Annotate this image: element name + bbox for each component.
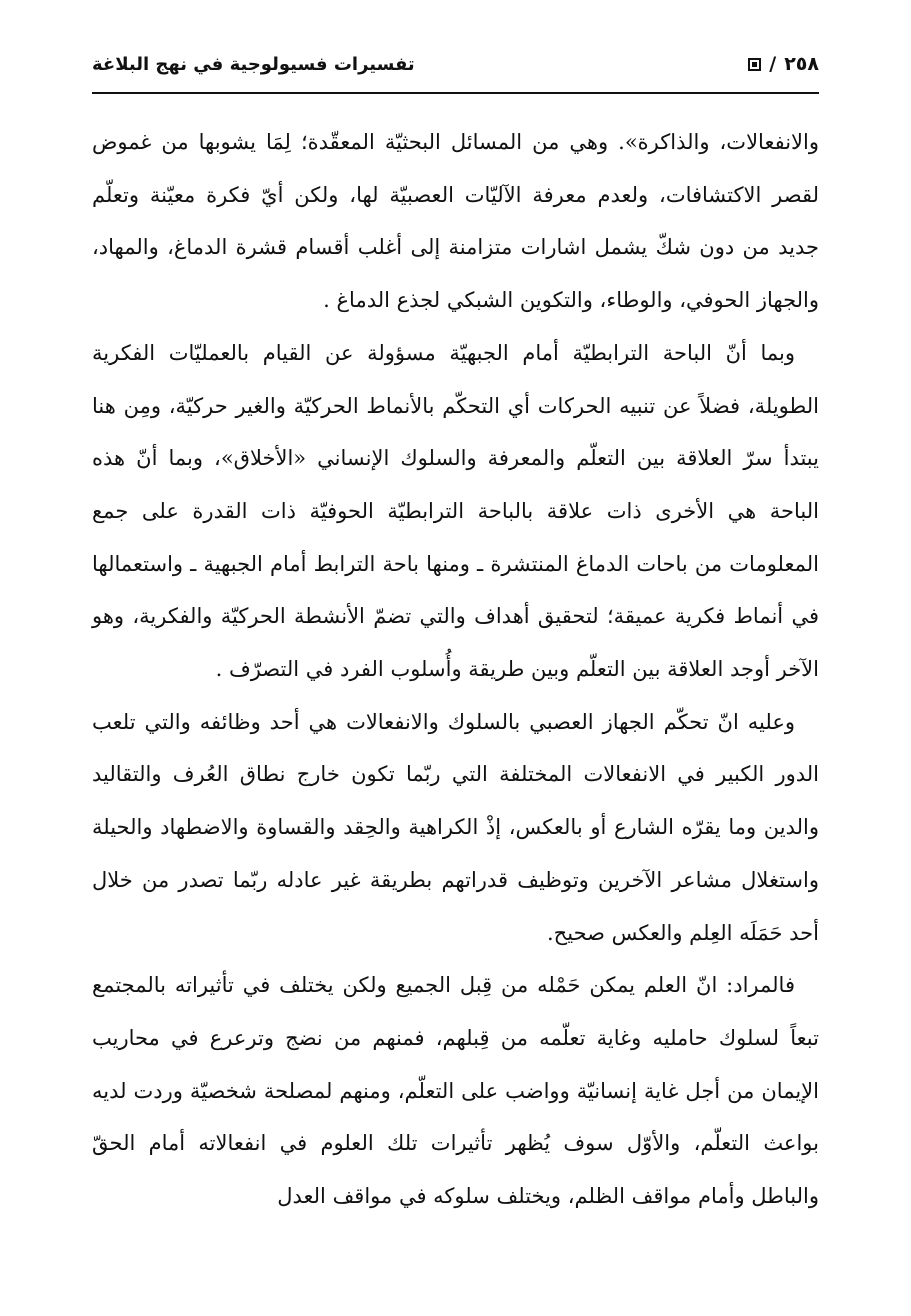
paragraph-1: والانفعالات، والذاكرة». وهي من المسائل البحثيّة المعقّدة؛ لِمَا يشوبها من غموض لقصر الاكتشافات، ولعدم معرفة الآليّات العصبيّة لها، ولكن أيّ فكرة معيّنة وتعلّم جديد من دون شكّ يشمل اشارات متزامنة إلى أغلب أقسام قشرة الدماغ، والمهاد، والجهاز الحوفي، والوطاء، والتكوين الشبكي لجذع الدماغ . xyxy=(92,130,819,313)
page-number: ٢٥٨ xyxy=(784,53,819,75)
paragraph-2: وبما أنّ الباحة الترابطيّة أمام الجبهيّة مسؤولة عن القيام بالعمليّات الفكرية الطويلة، فضلاً عن تنبيه الحركات أي التحكّم بالأنماط الحركيّة والغير حركيّة، ومِن هنا يبتدأ سرّ العلاقة بين التعلّم والمعرفة والسلوك الإنساني «الأخلاق»، وبما أنّ هذه الباحة هي الأخرى ذات علاقة بالباحة الترابطيّة الحوفيّة ذات القدرة على جمع المعلومات من باحات الدماغ المنتشرة ـ ومنها باحة الترابط أمام الجبهية ـ واستعمالها في أنماط فكرية عميقة؛ لتحقيق أهداف والتي تضمّ الأنشطة الحركيّة والفكرية، وهو الآخر أوجد العلاقة بين التعلّم وبين طريقة وأُسلوب الفرد في التصرّف . xyxy=(92,340,819,682)
header-divider xyxy=(92,92,819,94)
page-marker xyxy=(748,53,819,75)
body-text xyxy=(92,116,819,1223)
page-number-separator: / xyxy=(769,53,777,75)
book-title: تفسيرات فسيولوجية في نهج البلاغة xyxy=(92,53,415,75)
square-ornament-icon xyxy=(748,58,761,71)
running-header xyxy=(92,44,819,84)
paragraph-4: فالمراد: انّ العلم يمكن حَمْله من قِبل الجميع ولكن يختلف في تأثيراته بالمجتمع تبعاً لسلوك حامليه وغاية تعلّمه من قِبلهم، فمنهم من نضج وترعرع في محاريب الإيمان من أجل غاية إنسانيّة وواضب على التعلّم، ومنهم لمصلحة شخصيّة وردت لديه بواعث التعلّم، والأوّل سوف يُظهر تأثيرات تلك العلوم في انفعالاته أمام الحقّ والباطل وأمام مواقف الظلم، ويختلف سلوكه في مواقف العدل xyxy=(92,973,819,1209)
paragraph-3: وعليه انّ تحكّم الجهاز العصبي بالسلوك والانفعالات هي أحد وظائفه والتي تلعب الدور الكبير في الانفعالات المختلفة التي ربّما تكون خارج نطاق العُرف والتقاليد والدين وما يقرّه الشارع أو بالعكس، إذْ الكراهية والحِقد والقساوة والاضطهاد والحيلة واستغلال مشاعر الآخرين وتوظيف قدراتهم بطريقة غير عادله ربّما تصدر من خلال أحد حَمَلَه العِلم والعكس صحيح. xyxy=(92,709,819,945)
